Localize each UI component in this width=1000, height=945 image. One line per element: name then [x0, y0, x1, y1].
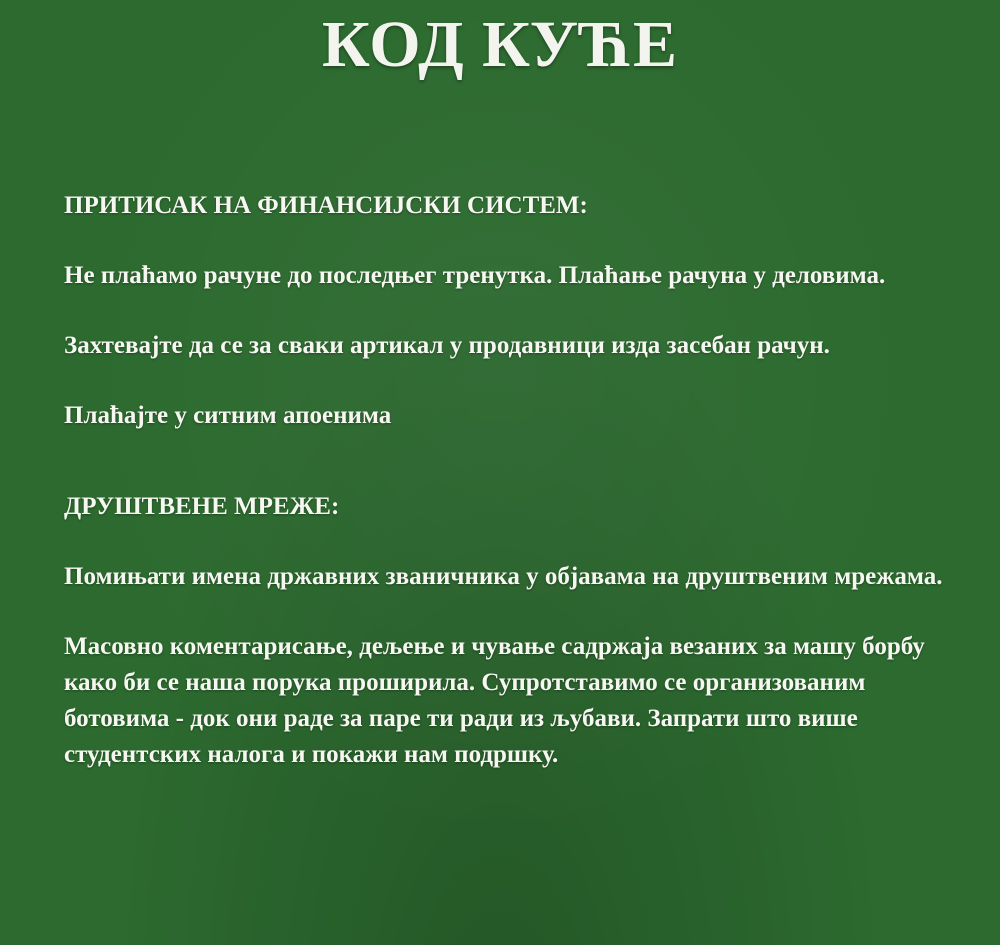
section-heading-social-networks: ДРУШТВЕНЕ МРЕЖЕ: — [64, 493, 340, 520]
paragraph-small-denominations: Плаћајте у ситним апоенима — [64, 402, 392, 429]
paragraph-mention-officials: Помињати имена државних званичника у објавама на друштвеним мрежама. — [64, 563, 943, 590]
paragraph-bills: Не плаћамо рачуне до последњег тренутка. Плаћање рачуна у деловима. — [64, 262, 886, 289]
paragraph-separate-receipts: Захтевајте да се за сваки артикал у продавници изда засебан рачун. — [64, 332, 830, 359]
paragraph-mass-commenting: Масовно коментарисање, дељење и чување садржаја везаних за машу борбу како би се наша порука проширила. Супротставимо се организованим ботовима - док они раде за паре ти ради из љубави. Запрати што више студентских налога и покажи нам подршку. — [64, 633, 925, 768]
page-title: КОД КУЋЕ — [322, 8, 678, 81]
document-body — [64, 188, 964, 773]
section-heading-financial-system: ПРИТИСАК НА ФИНАНСИЈСКИ СИСТЕМ: — [64, 192, 588, 219]
